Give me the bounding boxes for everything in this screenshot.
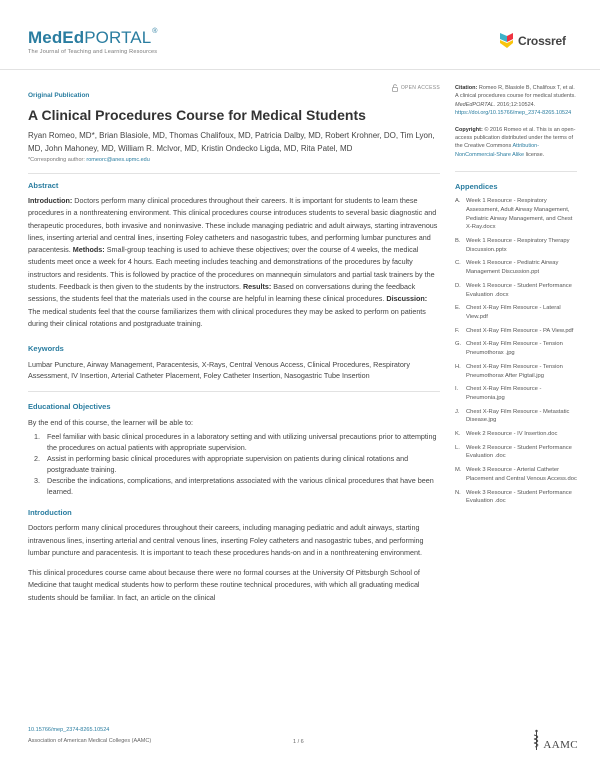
introduction-paragraph: Doctors perform many clinical procedures throughout their careers, including managing pediatric and adult airways, starting intravenous lines, inserting arterial and central venous lines, inserting Foley catheters and nasogastric tubes, and performing lumbar puncture and paracentesis. It is important to teach these procedures hands-on and in a nonthreatening environment. xyxy=(28,523,424,557)
objectives-list xyxy=(42,431,440,497)
appendix-title: Chest X-Ray Film Resource - Tension Pneumothorax After Pigtail.jpg xyxy=(466,363,563,379)
abstract-text xyxy=(28,195,440,330)
appendix-item[interactable] xyxy=(455,363,577,380)
appendix-item[interactable] xyxy=(455,197,577,232)
appendix-letter: L. xyxy=(455,444,460,451)
appendix-item[interactable] xyxy=(455,430,577,439)
copyright-label: Copyright: xyxy=(455,126,483,133)
copyright-block xyxy=(455,126,577,160)
appendix-letter: M. xyxy=(455,467,462,474)
appendix-item[interactable] xyxy=(455,304,577,321)
abstract-heading: Abstract xyxy=(28,181,59,190)
appendix-letter: D. xyxy=(455,282,461,289)
page-footer xyxy=(28,727,578,767)
citation-label: Citation: xyxy=(455,85,478,91)
abstract-discussion-label: Discussion: xyxy=(386,294,428,304)
objective-item: 1. Feel familiar with basic clinical procedures in a laboratory setting and with utilizing universal precautions prior to attempting the procedures on actual patients with appropriate supervision. xyxy=(42,431,440,453)
citation-year: . 2016;12:10524. xyxy=(493,101,536,108)
article-meta-row xyxy=(28,84,440,99)
crossref-icon xyxy=(498,31,515,50)
citation-journal: MedEdPORTAL xyxy=(455,101,494,108)
objectives-lead: By the end of this course, the learner will be able to: xyxy=(28,418,194,428)
citation-text: Romeo R, Blasiole B, Chalifoux T, et al. A clinical procedures course for medical students. xyxy=(455,85,576,100)
appendix-item[interactable] xyxy=(455,444,577,461)
corresponding-label: *Corresponding author: xyxy=(28,157,85,163)
appendix-title: Chest X-Ray Film Resource - Lateral View.pdf xyxy=(466,305,561,320)
objectives-block xyxy=(28,417,440,497)
appendices-heading: Appendices xyxy=(455,182,498,192)
abstract-discussion-text: The medical students feel that the course familiarizes them with clinical procedures they may be asked to perform on patients during their clinical rotations and postgraduate training. xyxy=(28,306,426,328)
appendix-letter: B. xyxy=(455,238,461,245)
keywords-heading: Keywords xyxy=(28,344,64,354)
objectives-heading: Educational Objectives xyxy=(28,402,111,412)
appendix-title: Chest X-Ray Film Resource - Metastatic Disease.jpg xyxy=(466,408,570,424)
appendix-title: Week 2 Resource - Student Performance Evaluation .doc xyxy=(466,444,572,460)
appendix-title: Week 3 Resource - Arterial Catheter Placement and Central Venous Access.doc xyxy=(466,467,577,482)
divider xyxy=(455,171,577,172)
abstract-results-label: Results: xyxy=(242,282,272,292)
appendix-letter: J. xyxy=(455,408,460,415)
abstract-intro-text: Doctors perform many clinical procedures throughout their careers. It is important for students to learn these procedures in a nonthreatening environment. This clinical procedures course introduces students to several basic diagnostic and therapeutic procedures, both invasive and noninvasive. These include managing pediatric and adult airways, starting intravenous lines, inserting arterial and central lines, inserting Foley catheters and nasogastric tubes, and performing lumbar punctures and paracentesis. xyxy=(28,196,438,255)
copyright-text: © 2016 Romeo et al. This is an open-access publication distributed under the terms of the Creative Commons xyxy=(455,126,576,150)
appendix-title: Chest X-Ray Film Resource - Tension Pneumothorax .jpg xyxy=(466,341,563,357)
citation-doi-link[interactable]: https://doi.org/10.15766/mep_2374-8265.10524 xyxy=(455,110,572,117)
logo-registered-mark: ® xyxy=(152,28,158,35)
abstract-intro-label: Introduction: xyxy=(28,196,73,205)
appendix-title: Week 1 Resource - Respiratory Assessment, Adult Airway Management, Pediatric Airway Management, and Chest X-Ray.docx xyxy=(466,198,573,231)
page-number: 1 / 6 xyxy=(293,739,304,745)
abstract-methods-text: Small-group teaching is used to achieve these objectives; over the course of 4 weeks, the medical students meet once a week for 4 hours. Each meeting includes teaching and demonstrations of the procedures by faculty instructors and residents. This is followed by practice of the procedures on mannequin simulators and partial task trainers by the students. Feedback is then given to the students by the instructors. xyxy=(28,245,435,292)
appendix-title: Week 1 Resource - Respiratory Therapy Discussion.pptx xyxy=(466,238,570,253)
copyright-text-end: license. xyxy=(524,151,545,158)
objective-item: 3. Describe the indications, complications, and interpretations associated with the various clinical procedures that have been learned. xyxy=(42,475,440,497)
open-access-label: OPEN ACCESS xyxy=(400,85,440,91)
corresponding-author xyxy=(28,157,440,163)
appendix-letter: K. xyxy=(455,431,461,438)
footer-organization: Association of American Medical Colleges (AAMC) xyxy=(28,738,152,744)
logo-portal: PORTAL xyxy=(84,28,152,47)
appendix-letter: C. xyxy=(455,260,461,267)
appendix-item[interactable] xyxy=(455,489,577,506)
appendix-letter: A. xyxy=(455,198,461,205)
divider xyxy=(28,391,440,392)
article-sidebar xyxy=(455,84,577,511)
introduction-heading: Introduction xyxy=(28,508,72,518)
appendix-title: Chest X-Ray Film Resource - Pneumonia.jpg xyxy=(466,386,542,401)
appendix-title: Week 1 Resource - Student Performance Evaluation .docx xyxy=(466,282,572,298)
corresponding-email-link[interactable]: romeorc@anes.upmc.edu xyxy=(86,157,150,163)
appendix-item[interactable] xyxy=(455,282,577,299)
caduceus-icon xyxy=(532,729,541,751)
appendix-letter: E. xyxy=(455,305,461,312)
appendix-item[interactable] xyxy=(455,408,577,425)
aamc-logo[interactable] xyxy=(532,729,578,751)
citation-block xyxy=(455,84,577,118)
logo-med: MedEd xyxy=(28,28,85,47)
appendix-item[interactable] xyxy=(455,327,577,336)
appendix-title: Week 3 Resource - Student Performance Evaluation .doc xyxy=(466,489,572,505)
mededportal-logo[interactable] xyxy=(28,28,158,55)
publication-type: Original Publication xyxy=(28,92,90,99)
page-header xyxy=(0,0,600,70)
divider xyxy=(28,173,440,174)
crossref-badge[interactable] xyxy=(498,31,566,50)
appendix-item[interactable] xyxy=(455,340,577,357)
appendix-item[interactable] xyxy=(455,259,577,276)
appendix-letter: G. xyxy=(455,341,462,348)
license-link[interactable]: Attribution-NonCommercial-Share Alike xyxy=(455,143,540,158)
appendix-item[interactable] xyxy=(455,466,577,483)
appendix-letter: H. xyxy=(455,363,461,370)
article-title: A Clinical Procedures Course for Medical Students xyxy=(28,107,366,123)
crossref-label: Crossref xyxy=(518,33,566,48)
logo-wordmark xyxy=(28,28,158,48)
appendix-title: Week 2 Resource - IV Insertion.doc xyxy=(466,431,558,438)
aamc-label: AAMC xyxy=(543,739,578,751)
appendix-item[interactable] xyxy=(455,237,577,254)
appendix-letter: F. xyxy=(455,327,460,334)
footer-doi[interactable]: 10.15766/mep_2374-8265.10524 xyxy=(28,727,110,733)
introduction-paragraph: This clinical procedures course came about because there were no formal courses at the University Of Pittsburgh School of Medicine that taught medical students how to perform these routine technical procedures, with which all graduating medical students should be familiar. In fact, an article on the clinical xyxy=(28,568,420,602)
abstract-methods-label: Methods: xyxy=(72,245,105,255)
open-access-badge xyxy=(392,84,440,92)
article-main xyxy=(28,84,440,604)
abstract-results-text: Based on conversations during the feedback sessions, the students feel that the materials used in the course are helpful in learning these clinical procedures. xyxy=(28,282,416,304)
appendix-title: Chest X-Ray Film Resource - PA View.pdf xyxy=(466,327,574,334)
appendix-item[interactable] xyxy=(455,385,577,402)
author-list: Ryan Romeo, MD*, Brian Blasiole, MD, Thomas Chalifoux, MD, Patricia Dalby, MD, Robert Krohner, DO, Tim Lyon, MD, John Mahoney, MD, William R. McIvor, MD, Kristin Ondecko Ligda, MD, Rita Patel, MD xyxy=(28,131,435,153)
appendix-letter: N. xyxy=(455,489,461,496)
keywords-text: Lumbar Puncture, Airway Management, Paracentesis, X-Rays, Central Venous Access, Clinical Procedures, Respiratory Assessment, IV Insertion, Arterial Catheter Placement, Foley Catheter Insertion, Nasogastric Tube Insertion xyxy=(28,360,410,381)
logo-tagline: The Journal of Teaching and Learning Resources xyxy=(28,49,158,55)
objective-item: 2. Assist in performing basic clinical procedures with appropriate supervision on patients during clinical rotations and postgraduate training. xyxy=(42,453,440,475)
lock-open-icon xyxy=(392,84,398,92)
appendices-list xyxy=(455,197,577,506)
appendix-letter: I. xyxy=(455,386,459,393)
appendix-title: Week 1 Resource - Pediatric Airway Management Discussion.ppt xyxy=(466,260,559,276)
